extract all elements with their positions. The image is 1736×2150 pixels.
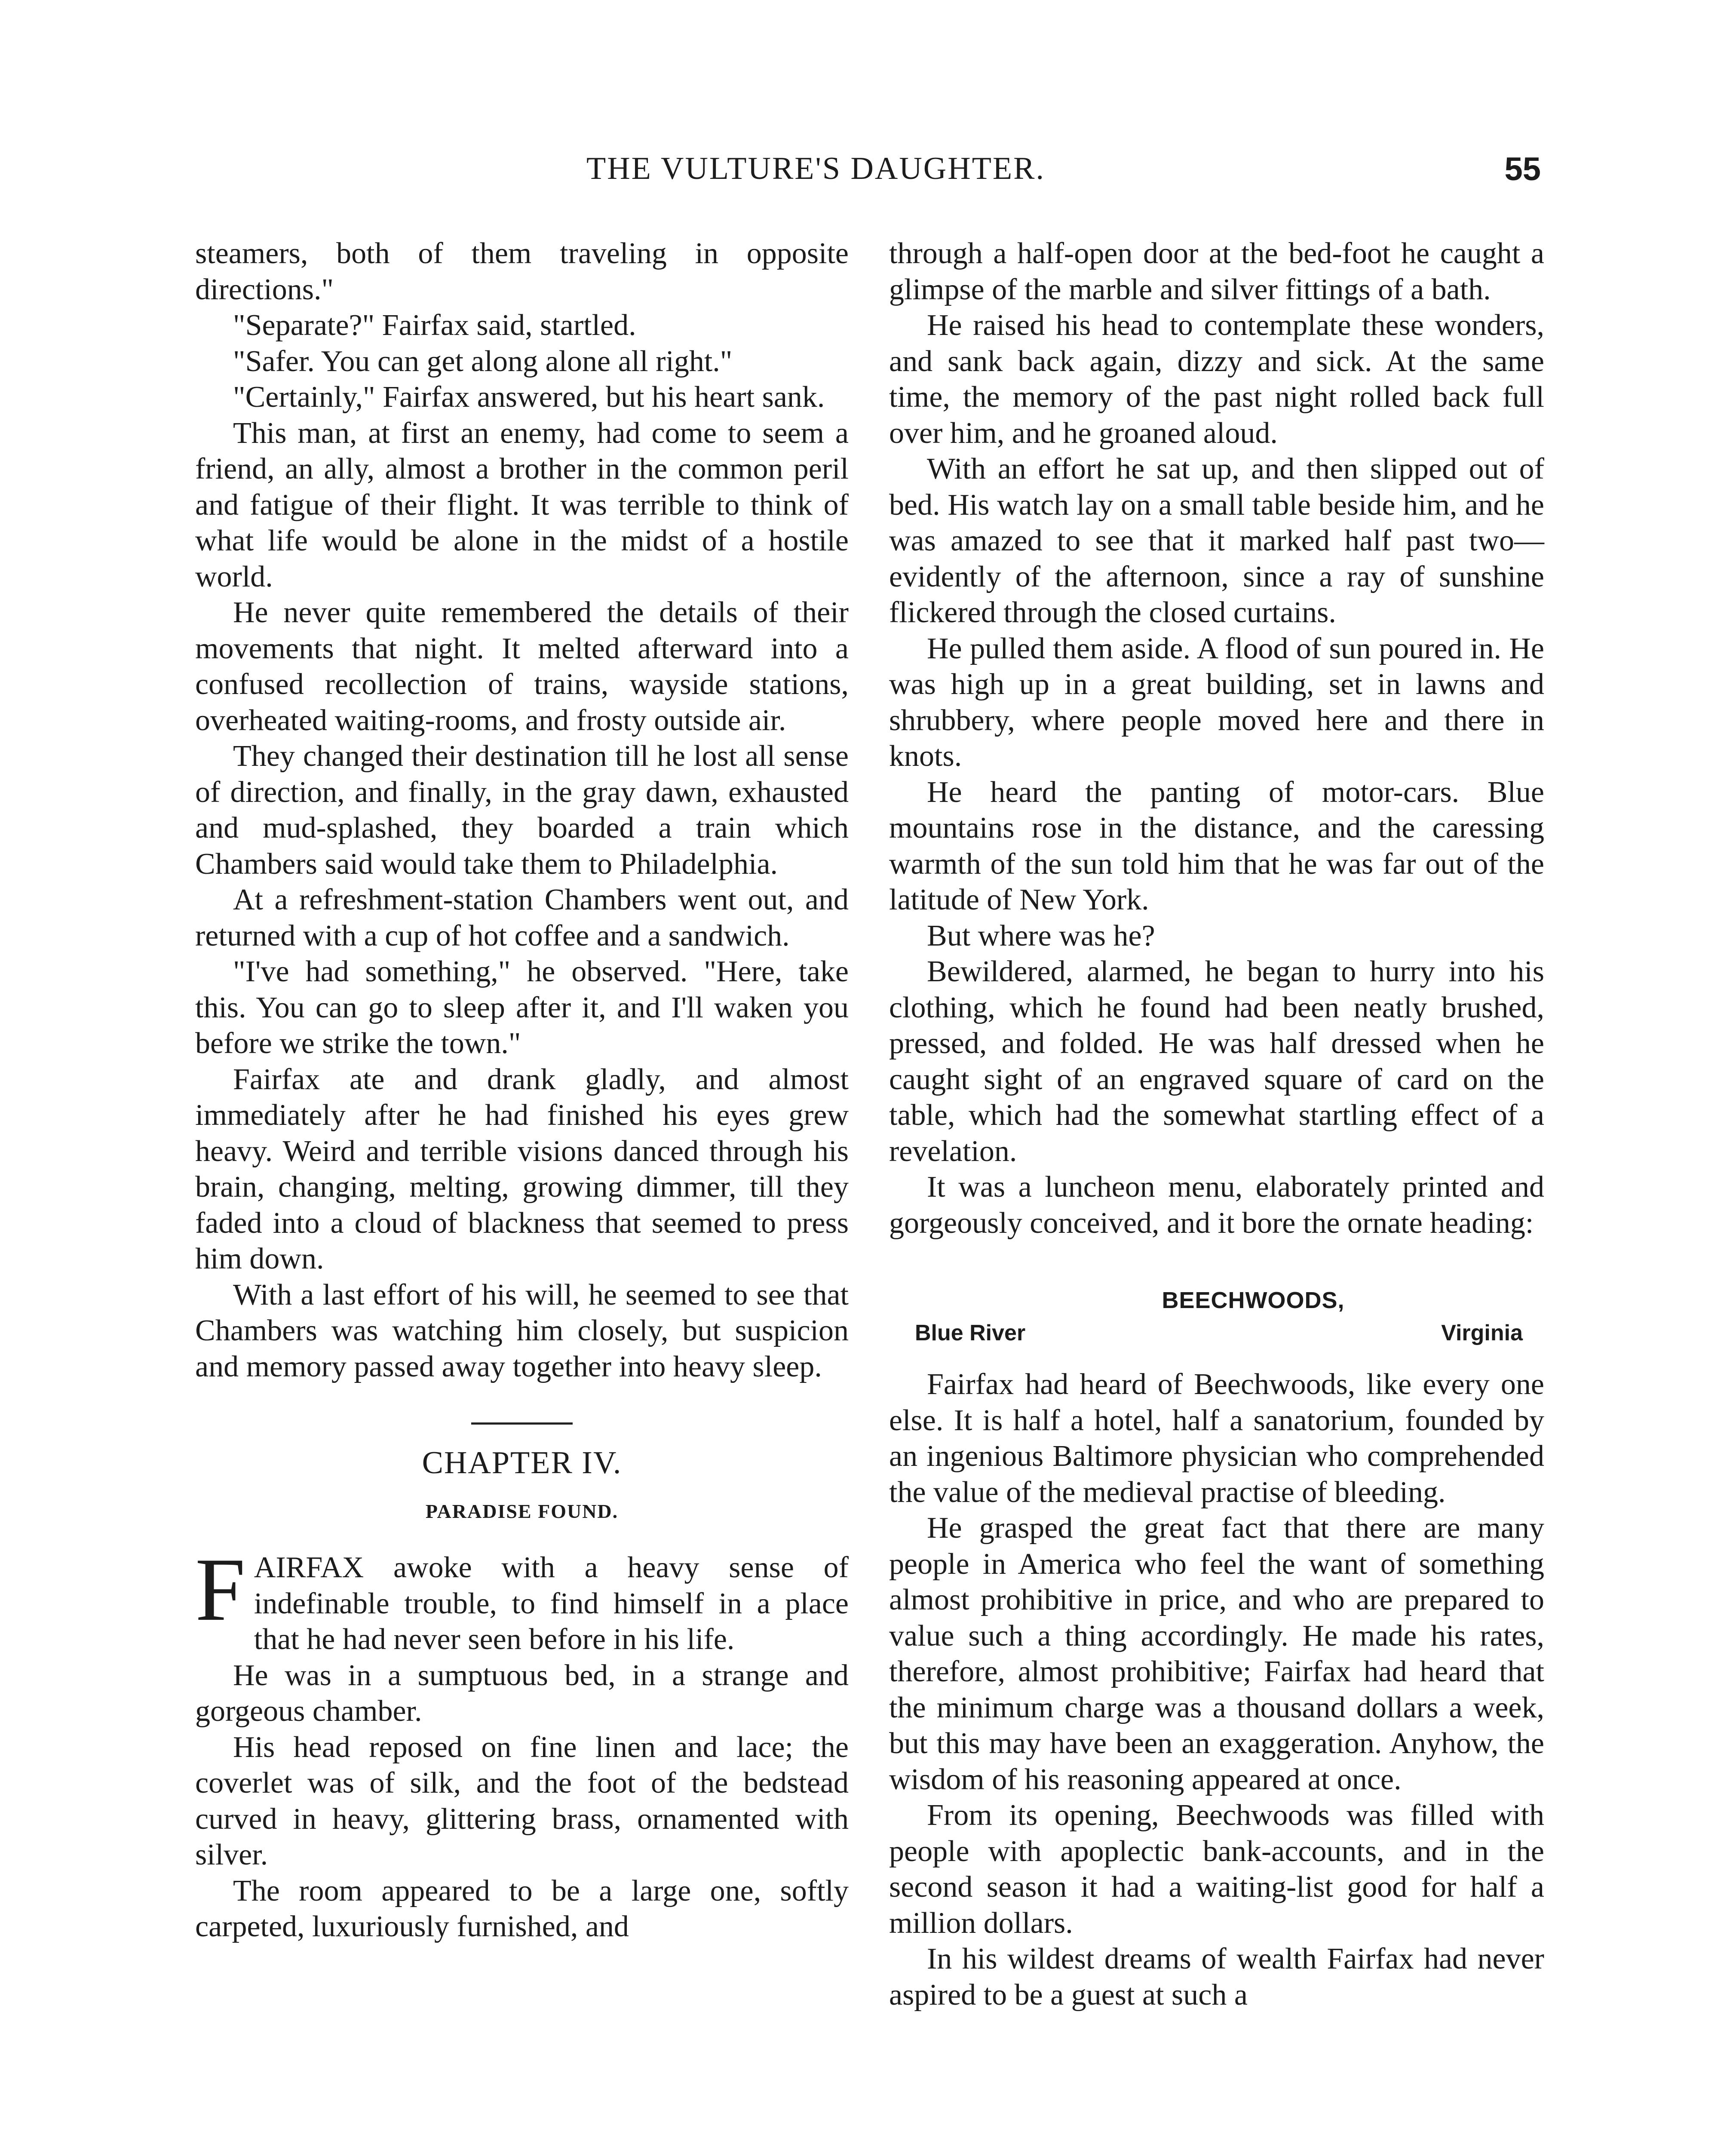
paragraph: Fairfax had heard of Beechwoods, like every one else. It is half a hotel, half a sanatorium, founded by an ingenious Baltimore physician who comprehended the value of the medieval practise of bleeding. bbox=[889, 1368, 1544, 1509]
paragraph: "Separate?" Fairfax said, startled. bbox=[233, 309, 636, 342]
chapter-opening-paragraph bbox=[195, 1540, 849, 1658]
paragraph: "I've had something," he observed. "Here, take this. You can go to sleep after it, and I'll waken you before we strike the town." bbox=[195, 955, 849, 1060]
page-number: 55 bbox=[1504, 151, 1541, 187]
paragraph: But where was he? bbox=[927, 919, 1155, 952]
paragraph: He was in a sumptuous bed, in a strange and gorgeous chamber. bbox=[195, 1659, 849, 1728]
paragraph: through a half-open door at the bed-foot he caught a glimpse of the marble and silver fittings of a bath. bbox=[889, 237, 1544, 306]
paragraph: "Safer. You can get along alone all right." bbox=[233, 344, 733, 378]
paragraph: In his wildest dreams of wealth Fairfax had never aspired to be a guest at such a bbox=[889, 1942, 1544, 2012]
section-divider bbox=[471, 1422, 573, 1425]
paragraph: "Certainly," Fairfax answered, but his heart sank. bbox=[233, 381, 825, 414]
menu-location-left: Blue River bbox=[915, 1321, 1026, 1345]
paragraph: He grasped the great fact that there are many people in America who feel the want of something almost prohibitive in price, and who are prepared to value such a thing accordingly. He made his rates, therefore, almost prohibitive; Fairfax had heard that the minimum charge was a thousand dollars a week, but this may have been an exaggeration. Anyhow, the wisdom of his reasoning appeared at once. bbox=[889, 1511, 1544, 1796]
paragraph: With an effort he sat up, and then slipped out of bed. His watch lay on a small table beside him, and he was amazed to see that it marked half past two—evidently of the afternoon, since a ray of sunshine flickered through the closed curtains. bbox=[889, 452, 1544, 629]
menu-title: BEECHWOODS, bbox=[1162, 1287, 1345, 1313]
running-title: THE VULTURE'S DAUGHTER. bbox=[586, 151, 1045, 186]
left-column bbox=[195, 236, 849, 1945]
paragraph: With a last effort of his will, he seemed to see that Chambers was watching him closely, but suspicion and memory passed away together into heavy sleep. bbox=[195, 1278, 849, 1383]
paragraph: This man, at first an enemy, had come to seem a friend, an ally, almost a brother in the common peril and fatigue of their flight. It was terrible to think of what life would be alone in the midst of a hostile world. bbox=[195, 416, 849, 593]
menu-location-right: Virginia bbox=[1441, 1321, 1523, 1345]
chapter-subtitle: PARADISE FOUND. bbox=[425, 1500, 619, 1522]
page-header bbox=[195, 150, 1541, 198]
paragraph: He raised his head to contemplate these wonders, and sank back again, dizzy and sick. At the same time, the memory of the past night rolled back full over him, and he groaned aloud. bbox=[889, 309, 1544, 450]
paragraph: He pulled them aside. A flood of sun poured in. He was high up in a great building, set in lawns and shrubbery, where people moved here and there in knots. bbox=[889, 632, 1544, 773]
paragraph: The room appeared to be a large one, softly carpeted, luxuriously furnished, and bbox=[195, 1874, 849, 1943]
paragraph: From its opening, Beechwoods was filled with people with apoplectic bank-accounts, and in the second season it had a waiting-list good for half a million dollars. bbox=[889, 1799, 1544, 1940]
paragraph: It was a luncheon menu, elaborately printed and gorgeously conceived, and it bore the ornate heading: bbox=[889, 1170, 1544, 1240]
opening-text: AIRFAX awoke with a heavy sense of indefinable trouble, to find himself in a place that he had never seen before in his life. bbox=[254, 1551, 849, 1656]
paragraph: At a refreshment-station Chambers went out, and returned with a cup of hot coffee and a sandwich. bbox=[195, 883, 849, 952]
paragraph: He heard the panting of motor-cars. Blue mountains rose in the distance, and the caressing warmth of the sun told him that he was far out of the latitude of New York. bbox=[889, 775, 1544, 916]
right-column bbox=[889, 236, 1544, 2013]
paragraph: Bewildered, alarmed, he began to hurry into his clothing, which he found had been neatly brushed, pressed, and folded. He was half dressed when he caught sight of an engraved square of card on the table, which had the somewhat startling effect of a revelation. bbox=[889, 955, 1544, 1168]
chapter-title: CHAPTER IV. bbox=[422, 1445, 622, 1480]
menu-heading bbox=[889, 1284, 1544, 1349]
paragraph: Fairfax ate and drank gladly, and almost immediately after he had finished his eyes grew heavy. Weird and terrible visions danced through his brain, changing, melting, growing dimmer, till they faded into a cloud of blackness that seemed to press him down. bbox=[195, 1063, 849, 1275]
menu-location-row bbox=[889, 1317, 1544, 1349]
paragraph: His head reposed on fine linen and lace; the coverlet was of silk, and the foot of the bedstead curved in heavy, glittering brass, ornamented with silver. bbox=[195, 1730, 849, 1871]
paragraph: He never quite remembered the details of their movements that night. It melted afterward into a confused recollection of trains, wayside stations, overheated waiting-rooms, and frosty outside air. bbox=[195, 596, 849, 737]
paragraph: steamers, both of them traveling in opposite directions." bbox=[195, 237, 849, 306]
drop-cap: F bbox=[195, 1540, 245, 1640]
paragraph: They changed their destination till he lost all sense of direction, and finally, in the gray dawn, exhausted and mud-splashed, they boarded a train which Chambers said would take them to Philadelphia. bbox=[195, 740, 849, 881]
